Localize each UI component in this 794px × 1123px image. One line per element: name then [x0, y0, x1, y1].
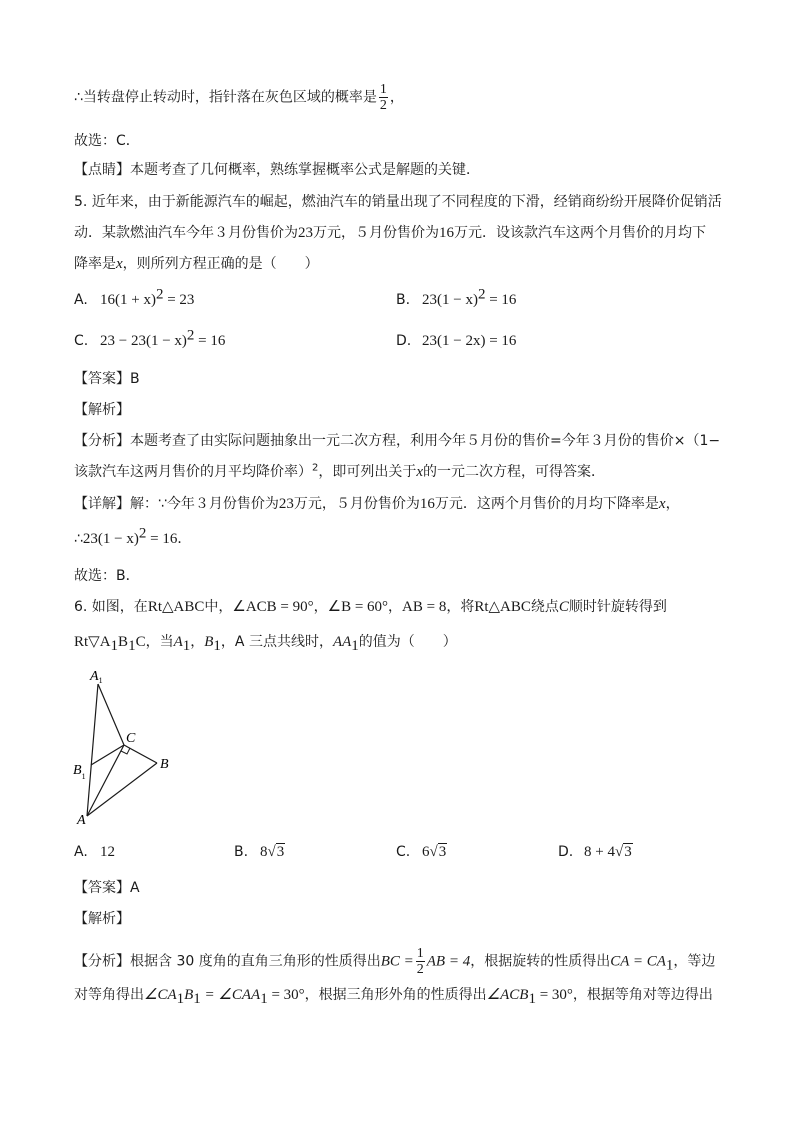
text: ，	[313, 599, 328, 615]
text: 万元，５月份售价为	[293, 496, 420, 512]
math: Rt▽A	[74, 634, 111, 650]
math: B	[118, 634, 129, 650]
math: x	[658, 496, 666, 512]
option-label: C.	[396, 844, 411, 860]
q6-option-d[interactable]	[558, 842, 633, 862]
math: 16(1 + x)	[100, 292, 156, 308]
math: = ∠CAA	[200, 987, 261, 1003]
math: = 16	[194, 333, 226, 349]
text: 万元．这两个月售价的月均下降率是	[434, 496, 659, 512]
math: 8	[260, 844, 268, 860]
text: ，当	[145, 634, 174, 650]
text: ．	[177, 531, 192, 547]
choose-c: 故选：C．	[74, 133, 140, 149]
sqrt-sign: √	[267, 844, 276, 860]
text: ，根据三角形外角的性质得出	[304, 987, 487, 1003]
fraction	[416, 946, 425, 977]
q6-answer: 【答案】A	[74, 880, 140, 896]
text: 万元，５月份售价为	[313, 225, 439, 241]
fraction-denominator: 2	[416, 962, 424, 977]
math: 12	[100, 844, 115, 860]
math-sub: 1	[128, 637, 136, 654]
math: ∠B = 60°	[327, 599, 389, 615]
math: 23	[278, 496, 294, 512]
text: ，	[665, 496, 680, 512]
text: ∴当转盘停止转动时，指针落在灰色区域的概率是	[74, 89, 377, 106]
label-b1: $B_1$	[73, 763, 86, 781]
math: = 16	[146, 531, 178, 547]
math: Rt△ABC	[474, 599, 531, 615]
text: ∴	[74, 531, 83, 547]
option-label: B.	[396, 292, 411, 308]
math: A	[173, 634, 183, 650]
math: = 16	[485, 292, 517, 308]
math-sub: 1	[665, 957, 674, 974]
label-a1: $A_1$	[90, 669, 103, 685]
q6-analysis-line1	[74, 946, 715, 977]
text: 【详解】解：∵今年３月份售价为	[74, 496, 279, 512]
q6-option-a[interactable]	[74, 842, 115, 862]
math: x	[116, 256, 123, 272]
text: 6. 如图，在	[74, 599, 148, 615]
text: ，将	[446, 599, 475, 615]
option-label: A.	[74, 844, 88, 860]
q5-option-c[interactable]	[74, 327, 226, 351]
option-label: C.	[74, 333, 89, 349]
q5-stem-line3	[74, 254, 319, 274]
fraction-denominator: 2	[379, 98, 387, 113]
q5-stem-line2	[74, 223, 706, 243]
q5-conclusion	[74, 525, 192, 549]
math: AB = 8	[402, 599, 447, 615]
math: B	[184, 987, 194, 1003]
math: CA = CA	[610, 953, 666, 970]
math: = 23	[163, 292, 195, 308]
q5-option-a[interactable]	[74, 286, 195, 310]
q5-solution	[74, 494, 680, 514]
option-label: D.	[396, 333, 412, 349]
math: = 30°	[535, 987, 573, 1003]
segment-b-a	[87, 763, 157, 816]
text: ，	[190, 634, 205, 650]
text: 绕点	[530, 599, 559, 615]
text: ，即可列出关于	[318, 464, 417, 480]
text: 降率是	[74, 256, 116, 272]
text: ，根据等角对等边得出	[572, 987, 713, 1003]
q6-stem-line1	[74, 597, 667, 617]
text: ，根据旋转的性质得出	[470, 953, 611, 970]
math-sup: 2	[186, 327, 195, 344]
text: ，A 三点共线时，	[220, 634, 333, 650]
math: 23(1 − x)	[422, 292, 478, 308]
segment-a1-a	[87, 684, 98, 816]
math: 8 + 4	[584, 844, 615, 860]
label-c: C	[126, 731, 136, 746]
math: 23	[298, 225, 313, 241]
math-sub: 1	[528, 990, 536, 1007]
segment-a1-c	[98, 684, 124, 745]
text: 中，	[204, 599, 233, 615]
q6-option-b[interactable]	[234, 842, 285, 862]
math: 16	[439, 225, 454, 241]
radicand: 3	[624, 844, 632, 860]
sqrt-sign: √	[614, 844, 624, 860]
math: C	[558, 599, 569, 615]
text: 该款汽车这两月售价的月平均降价率）	[74, 464, 312, 480]
math: 23 − 23(1 − x)	[100, 333, 187, 349]
q5-option-b[interactable]	[396, 286, 517, 310]
text: 对等角得出	[74, 987, 144, 1003]
radicand: 3	[276, 844, 285, 860]
math-sup: 2	[155, 286, 164, 303]
q6-analysis-line2	[74, 985, 713, 1005]
math: ∠ACB	[486, 987, 529, 1003]
math: Rt△ABC	[147, 599, 205, 615]
q6-analysis-title: 【解析】	[74, 911, 130, 927]
fraction	[379, 82, 388, 113]
math-sub: 1	[260, 990, 268, 1007]
text: 的值为（ ）	[358, 634, 457, 650]
math: C	[135, 634, 146, 650]
q5-choose: 故选：B．	[74, 568, 140, 584]
math: 16	[419, 496, 435, 512]
superscript: 2	[312, 462, 319, 474]
text: 顺时针旋转得到	[568, 599, 667, 615]
label-b: B	[160, 757, 169, 772]
text: 万元．设该款汽车这两个月售价的月均下	[454, 225, 706, 241]
math-sup: 2	[138, 525, 147, 542]
math: B	[204, 634, 214, 650]
text: ，	[389, 89, 404, 106]
option-label: B.	[234, 844, 249, 860]
sqrt-sign: √	[429, 844, 438, 860]
text: ，	[388, 599, 403, 615]
math: ∠CA	[144, 987, 177, 1003]
label-a: A	[77, 813, 86, 828]
math-sub: 1	[176, 990, 185, 1007]
q5-answer: 【答案】B	[74, 371, 140, 387]
segment-c-b	[124, 745, 157, 763]
text: ，则所列方程正确的是（ ）	[122, 256, 319, 272]
text: 动．某款燃油汽车今年３月份售价为	[74, 225, 298, 241]
comment: 【点睛】本题考查了几何概率，熟练掌握概率公式是解题的关键．	[74, 162, 480, 178]
option-label: D.	[558, 844, 574, 860]
math-sub: 1	[193, 990, 201, 1007]
q5-analysis-title: 【解析】	[74, 402, 130, 418]
math: = 30°	[267, 987, 305, 1003]
math: 23(1 − x)	[82, 531, 139, 547]
text: 【分析】根据含 30 度角的直角三角形的性质得出	[74, 953, 381, 970]
math: AA	[332, 634, 352, 650]
text: ，等边	[673, 953, 716, 970]
math: x	[416, 464, 424, 480]
q5-analysis-line2	[74, 462, 605, 482]
fraction-numerator: 1	[379, 82, 387, 97]
math: 23(1 − 2x) = 16	[422, 333, 517, 349]
probability-conclusion	[74, 82, 404, 113]
fraction-numerator: 1	[416, 946, 424, 961]
math: ∠ACB = 90°	[232, 599, 314, 615]
q5-stem-line1: 5. 近年来，由于新能源汽车的崛起，燃油汽车的销量出现了不同程度的下滑，经销商纷纷开展降价促销活	[74, 194, 722, 210]
math: 6	[422, 844, 430, 860]
math: BC =	[380, 953, 414, 970]
geometry-figure	[60, 660, 200, 830]
q6-option-c[interactable]	[396, 842, 447, 862]
q5-analysis-line1: 【分析】本题考查了由实际问题抽象出一元二次方程，利用今年５月份的售价=今年３月份的售价×（1−	[74, 433, 721, 449]
math: AB = 4	[426, 953, 471, 970]
q6-stem-line2	[74, 632, 457, 652]
math-sup: 2	[477, 286, 486, 303]
math-sub: 1	[182, 637, 191, 654]
math-sub: 1	[110, 637, 119, 654]
radicand: 3	[438, 844, 447, 860]
math-sub: 1	[213, 637, 221, 654]
math-sub: 1	[351, 637, 359, 654]
option-label: A.	[74, 292, 88, 308]
text: 的一元二次方程，可得答案．	[423, 464, 606, 480]
q5-option-d[interactable]	[396, 331, 516, 351]
